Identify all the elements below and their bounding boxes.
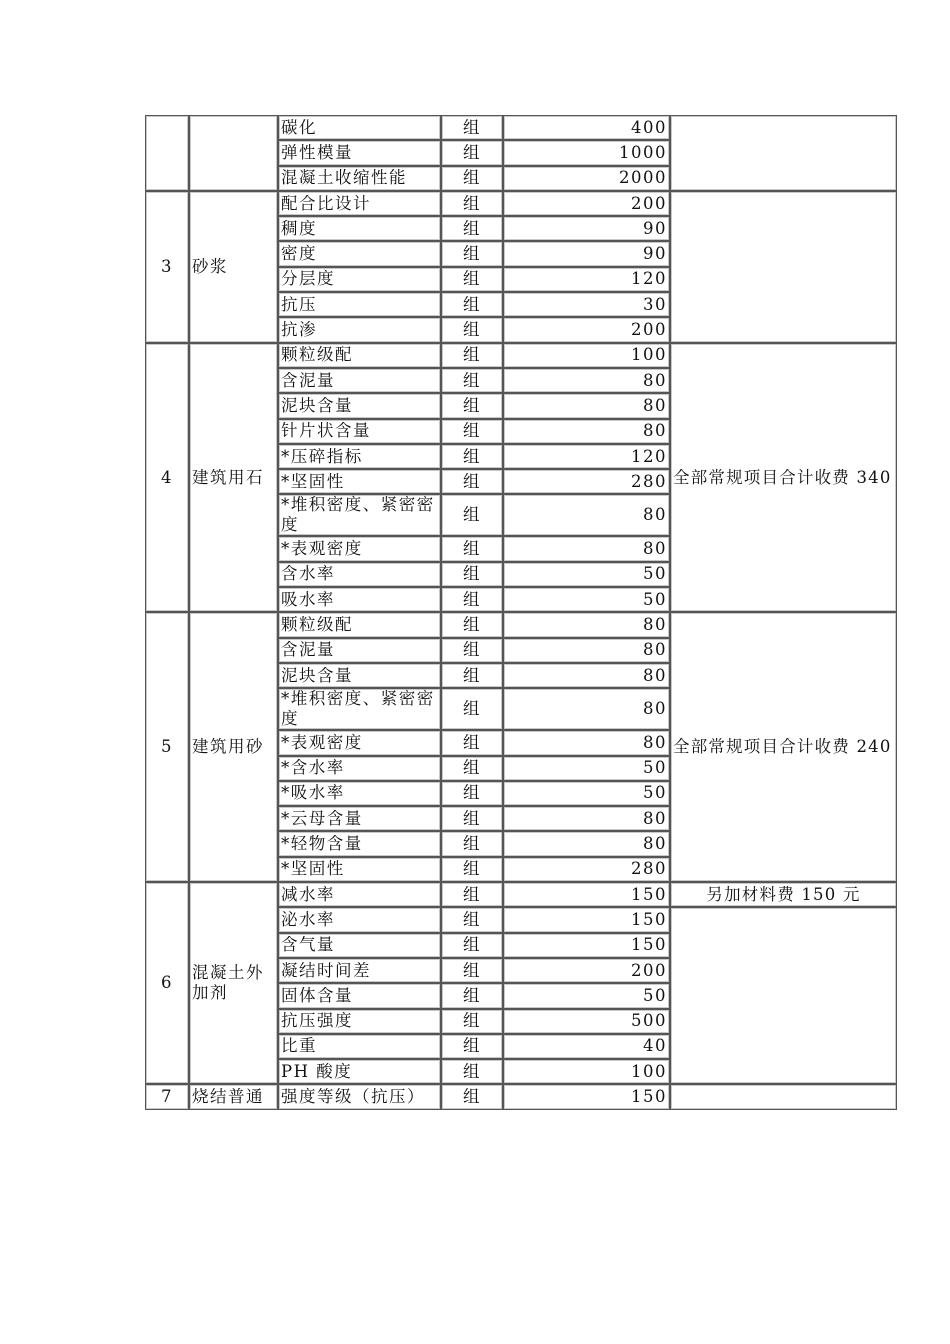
- test-item: 泌水率: [278, 907, 441, 932]
- unit: 组: [441, 730, 503, 755]
- unit: 组: [441, 562, 503, 587]
- unit: 组: [441, 663, 503, 688]
- price: 80: [503, 368, 670, 393]
- table-row: [145, 612, 897, 637]
- test-item: *坚固性: [278, 857, 441, 882]
- unit: 组: [441, 368, 503, 393]
- test-item: 固体含量: [278, 983, 441, 1008]
- price: 120: [503, 267, 670, 292]
- price: 50: [503, 781, 670, 806]
- test-item: *吸水率: [278, 781, 441, 806]
- unit: 组: [441, 166, 503, 191]
- price: 80: [503, 419, 670, 444]
- test-item: *含水率: [278, 756, 441, 781]
- test-item: 稠度: [278, 216, 441, 241]
- price: 100: [503, 343, 670, 368]
- unit: 组: [441, 756, 503, 781]
- price: 100: [503, 1059, 670, 1084]
- test-item: 颗粒级配: [278, 343, 441, 368]
- test-item: 抗压强度: [278, 1009, 441, 1034]
- group-number: 4: [145, 343, 189, 613]
- unit: 组: [441, 536, 503, 561]
- price: 40: [503, 1034, 670, 1059]
- test-item: 泥块含量: [278, 663, 441, 688]
- unit: 组: [441, 317, 503, 342]
- price: 50: [503, 756, 670, 781]
- price: 200: [503, 317, 670, 342]
- test-item: 强度等级（抗压）: [278, 1084, 441, 1109]
- unit: 组: [441, 216, 503, 241]
- test-item: *表观密度: [278, 730, 441, 755]
- price: 150: [503, 1084, 670, 1109]
- unit: 组: [441, 638, 503, 663]
- table-row: [145, 191, 897, 216]
- group-number: [145, 115, 189, 191]
- test-item: 含泥量: [278, 368, 441, 393]
- unit: 组: [441, 983, 503, 1008]
- group-category: 混凝土外加剂: [189, 882, 278, 1084]
- price: 280: [503, 857, 670, 882]
- price: 150: [503, 882, 670, 907]
- group-category: 建筑用砂: [189, 612, 278, 882]
- unit: 组: [441, 857, 503, 882]
- price: 80: [503, 393, 670, 418]
- unit: 组: [441, 1084, 503, 1109]
- test-item: *堆积密度、紧密密度: [278, 494, 441, 536]
- test-item: 密度: [278, 241, 441, 266]
- unit: 组: [441, 806, 503, 831]
- test-item: 配合比设计: [278, 191, 441, 216]
- test-item: 减水率: [278, 882, 441, 907]
- price: 120: [503, 444, 670, 469]
- price: 80: [503, 806, 670, 831]
- unit: 组: [441, 267, 503, 292]
- price: 150: [503, 907, 670, 932]
- unit: 组: [441, 1034, 503, 1059]
- price: 80: [503, 831, 670, 856]
- group-note: 全部常规项目合计收费 240: [670, 612, 897, 882]
- test-item: 含气量: [278, 933, 441, 958]
- test-item: 碳化: [278, 115, 441, 140]
- price: 200: [503, 191, 670, 216]
- test-item: *表观密度: [278, 536, 441, 561]
- price: 280: [503, 469, 670, 494]
- unit: 组: [441, 1009, 503, 1034]
- test-item: 抗压: [278, 292, 441, 317]
- unit: 组: [441, 140, 503, 165]
- group-number: 6: [145, 882, 189, 1084]
- unit: 组: [441, 343, 503, 368]
- unit: 组: [441, 907, 503, 932]
- unit: 组: [441, 419, 503, 444]
- price: 80: [503, 494, 670, 536]
- price: 80: [503, 688, 670, 730]
- price: 50: [503, 587, 670, 612]
- table-row: [145, 343, 897, 368]
- unit: 组: [441, 781, 503, 806]
- test-item: *坚固性: [278, 469, 441, 494]
- unit: 组: [441, 444, 503, 469]
- price: 80: [503, 730, 670, 755]
- unit: 组: [441, 292, 503, 317]
- price: 1000: [503, 140, 670, 165]
- price: 80: [503, 612, 670, 637]
- price: 150: [503, 933, 670, 958]
- group-category: 烧结普通: [189, 1084, 278, 1109]
- price: 30: [503, 292, 670, 317]
- unit: 组: [441, 831, 503, 856]
- unit: 组: [441, 115, 503, 140]
- unit: 组: [441, 393, 503, 418]
- group-number: 7: [145, 1084, 189, 1109]
- group-category: [189, 115, 278, 191]
- row-note: 另加材料费 150 元: [670, 882, 897, 907]
- test-item: *压碎指标: [278, 444, 441, 469]
- price: 90: [503, 216, 670, 241]
- table-row: [145, 115, 897, 140]
- test-item: 针片状含量: [278, 419, 441, 444]
- price: 400: [503, 115, 670, 140]
- price: 500: [503, 1009, 670, 1034]
- price: 80: [503, 536, 670, 561]
- test-item: 弹性模量: [278, 140, 441, 165]
- test-item: *轻物含量: [278, 831, 441, 856]
- group-note: [670, 1084, 897, 1109]
- price: 80: [503, 638, 670, 663]
- price: 200: [503, 958, 670, 983]
- unit: 组: [441, 933, 503, 958]
- price: 2000: [503, 166, 670, 191]
- test-item: 比重: [278, 1034, 441, 1059]
- price: 90: [503, 241, 670, 266]
- group-number: 3: [145, 191, 189, 343]
- price: 80: [503, 663, 670, 688]
- test-item: 凝结时间差: [278, 958, 441, 983]
- price: 50: [503, 562, 670, 587]
- test-item: *堆积密度、紧密密度: [278, 688, 441, 730]
- group-number: 5: [145, 612, 189, 882]
- test-item: 分层度: [278, 267, 441, 292]
- test-item: *云母含量: [278, 806, 441, 831]
- price: 50: [503, 983, 670, 1008]
- group-note: [670, 115, 897, 191]
- unit: 组: [441, 612, 503, 637]
- unit: 组: [441, 469, 503, 494]
- group-category: 建筑用石: [189, 343, 278, 613]
- unit: 组: [441, 191, 503, 216]
- test-item: 含水率: [278, 562, 441, 587]
- unit: 组: [441, 587, 503, 612]
- unit: 组: [441, 494, 503, 536]
- unit: 组: [441, 882, 503, 907]
- group-category: 砂浆: [189, 191, 278, 343]
- unit: 组: [441, 241, 503, 266]
- table-row: [145, 882, 897, 907]
- fee-table: [145, 115, 897, 1110]
- test-item: PH 酸度: [278, 1059, 441, 1084]
- group-note: [670, 191, 897, 343]
- table-row: [145, 1084, 897, 1109]
- test-item: 混凝土收缩性能: [278, 166, 441, 191]
- test-item: 颗粒级配: [278, 612, 441, 637]
- test-item: 含泥量: [278, 638, 441, 663]
- fee-table-body: [145, 115, 897, 1110]
- unit: 组: [441, 688, 503, 730]
- unit: 组: [441, 958, 503, 983]
- group-note: 全部常规项目合计收费 340: [670, 343, 897, 613]
- test-item: 抗渗: [278, 317, 441, 342]
- group-note: [670, 907, 897, 1084]
- unit: 组: [441, 1059, 503, 1084]
- test-item: 吸水率: [278, 587, 441, 612]
- test-item: 泥块含量: [278, 393, 441, 418]
